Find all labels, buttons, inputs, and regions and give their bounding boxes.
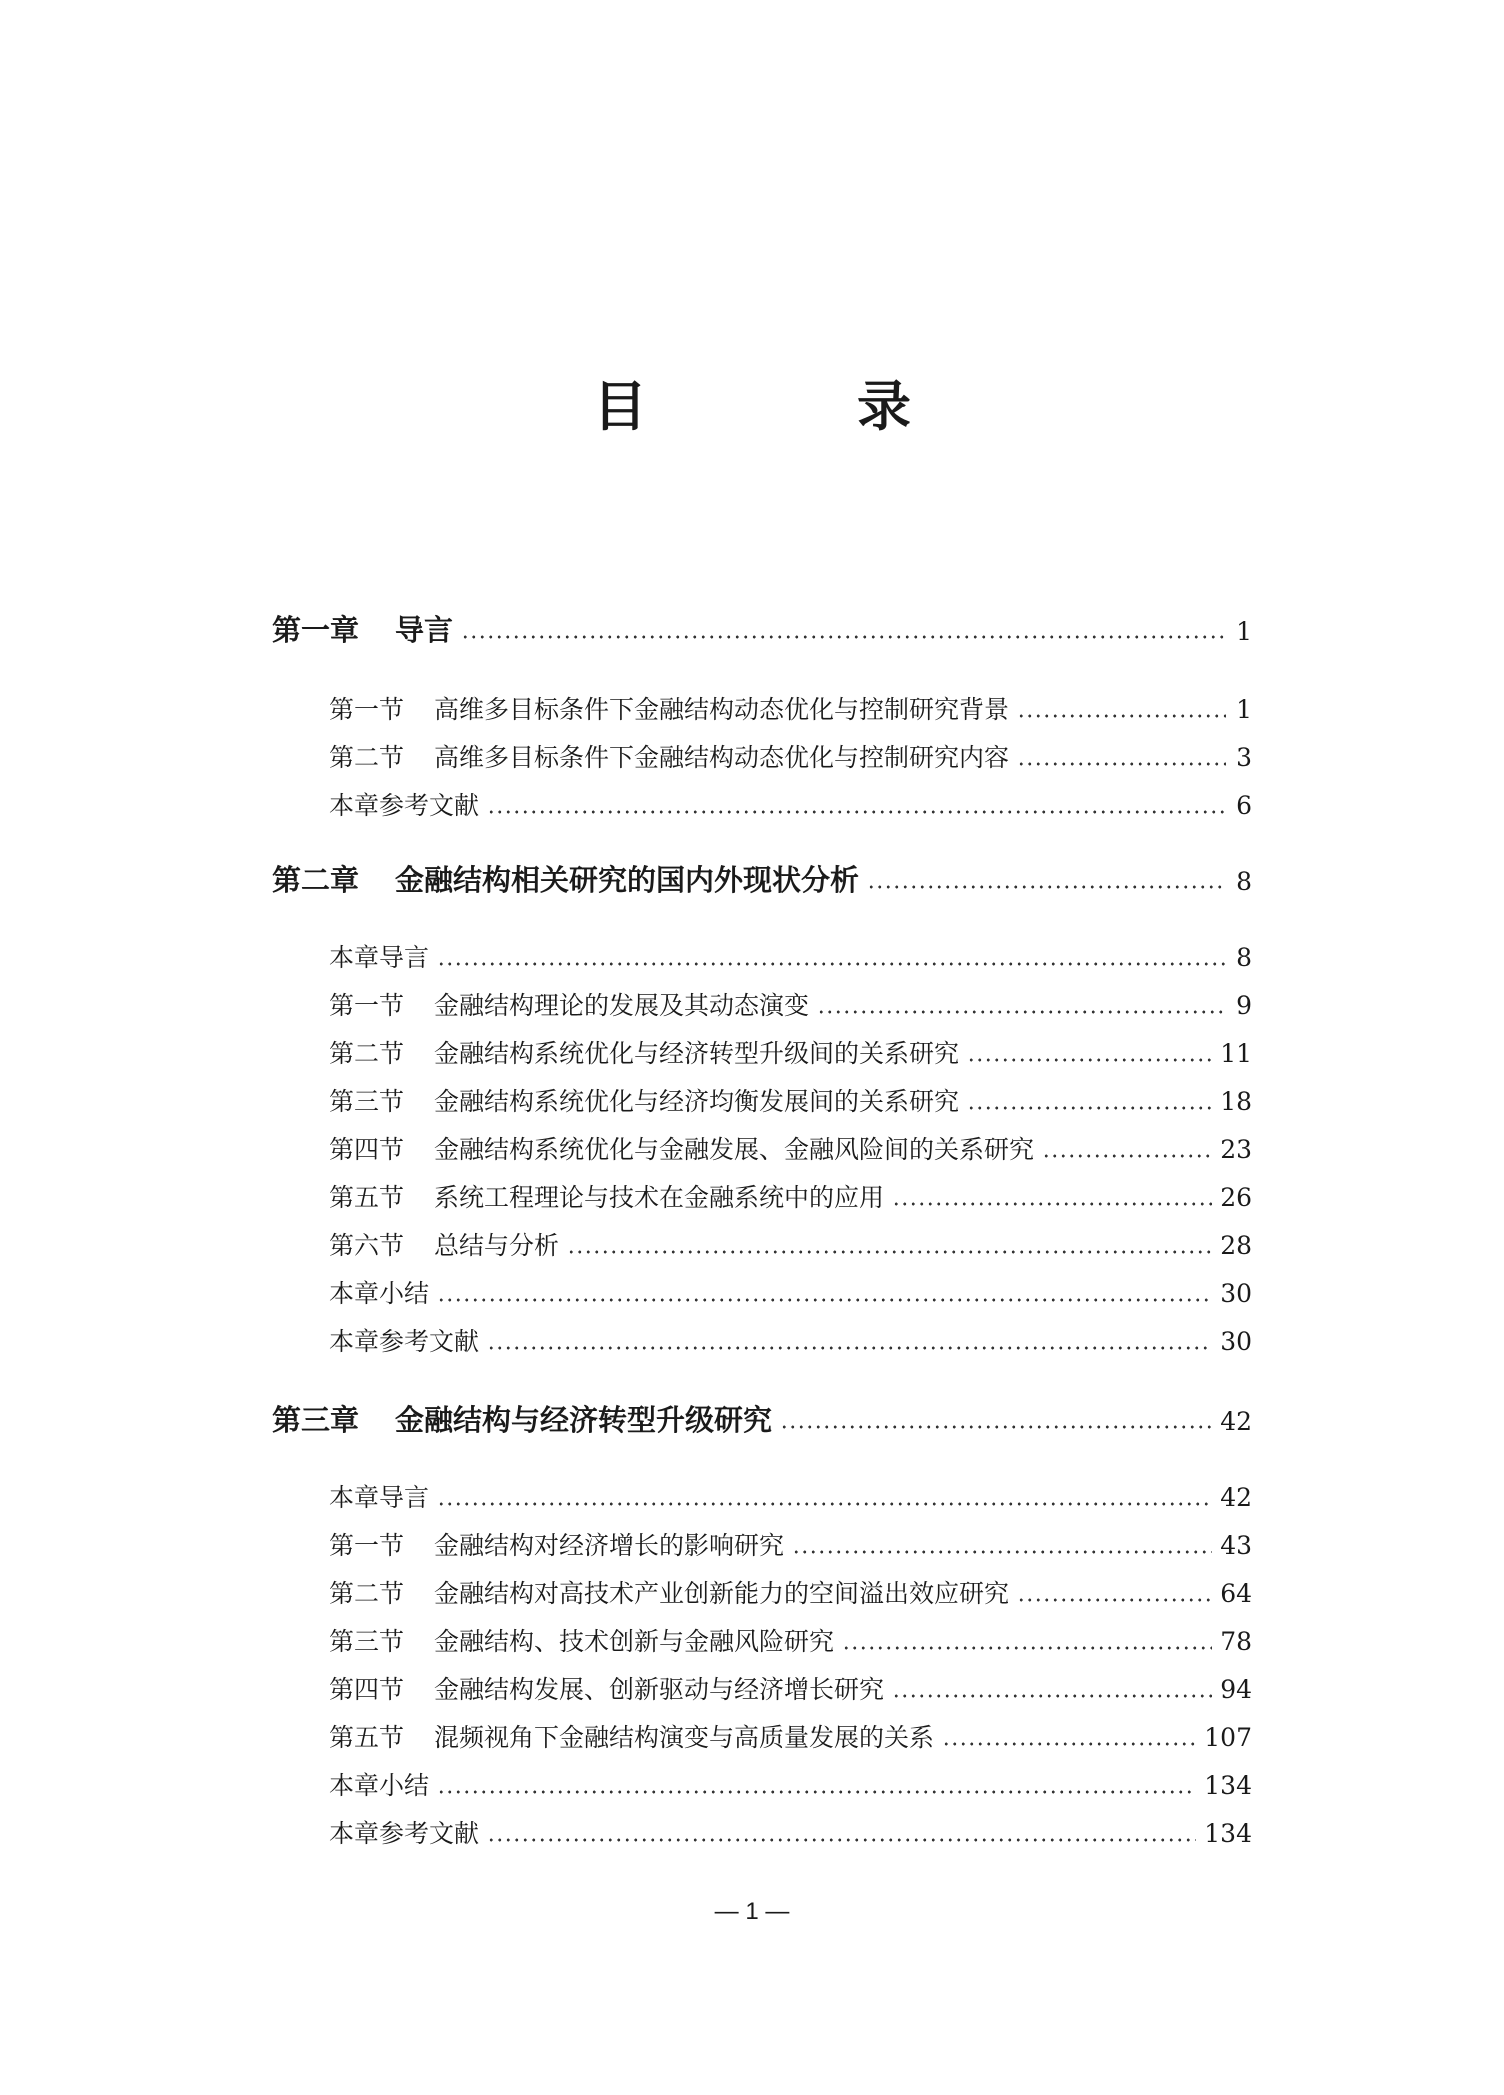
toc-entry-title: 金融结构、技术创新与金融风险研究 [434,1627,835,1656]
toc-section-row[interactable] [329,1714,1252,1762]
dot-leader [1017,762,1226,766]
toc-entry-number: 第三章 [272,1403,360,1437]
dot-leader [437,962,1226,966]
toc-entry-number: 本章导言 [329,1483,430,1512]
toc-entry-number: 第一节 [329,991,405,1020]
toc-entry-number: 本章参考文献 [329,1819,480,1848]
toc-entry-number: 第一章 [272,613,360,647]
toc-entry-number: 第四节 [329,1675,405,1704]
toc-section-row[interactable] [329,734,1252,782]
dot-leader [780,1425,1212,1429]
page-number: — 1 — [714,1898,790,1925]
dot-leader [817,1010,1226,1014]
dot-leader [942,1742,1196,1746]
toc-section-row[interactable] [329,1618,1252,1666]
toc-section-row[interactable] [329,1810,1252,1858]
toc-entry-title: 金融结构相关研究的国内外现状分析 [395,863,860,897]
toc-entry-number: 第一节 [329,1531,405,1560]
toc-entry-number: 本章参考文献 [329,1327,480,1356]
toc-section-row[interactable] [329,1522,1252,1570]
toc-section-row[interactable] [329,1126,1252,1174]
toc-page-number: 6 [1236,791,1252,820]
toc-entry-title: 高维多目标条件下金融结构动态优化与控制研究内容 [434,743,1010,772]
toc-section-row[interactable] [329,1570,1252,1618]
dot-leader [461,635,1226,639]
toc-entry-title: 金融结构系统优化与金融发展、金融风险间的关系研究 [434,1135,1035,1164]
toc-entry-number: 本章小结 [329,1279,430,1308]
toc-page-number: 42 [1220,1483,1252,1512]
toc-entry-title: 金融结构与经济转型升级研究 [395,1403,773,1437]
toc-page-number: 26 [1220,1183,1252,1212]
toc-section-row[interactable] [329,1318,1252,1366]
toc-page-number: 30 [1220,1279,1252,1308]
toc-entry-number: 第二节 [329,1579,405,1608]
dot-leader [437,1298,1212,1302]
toc-section-row[interactable] [329,1222,1252,1270]
toc-entry-title: 高维多目标条件下金融结构动态优化与控制研究背景 [434,695,1010,724]
dot-leader [487,1838,1196,1842]
toc-entry-title: 金融结构发展、创新驱动与经济增长研究 [434,1675,885,1704]
dot-leader [1042,1154,1212,1158]
dot-leader [892,1202,1212,1206]
toc-entry-number: 第三节 [329,1627,405,1656]
toc-entry-number: 第五节 [329,1183,405,1212]
toc-page-number: 30 [1220,1327,1252,1356]
toc-section-row[interactable] [329,1270,1252,1318]
toc-section-row[interactable] [329,686,1252,734]
dot-leader [967,1058,1212,1062]
toc-entry-number: 第六节 [329,1231,405,1260]
dot-leader [967,1106,1212,1110]
toc-page-number: 18 [1220,1087,1252,1116]
dot-leader [842,1646,1212,1650]
toc-section-row[interactable] [329,1174,1252,1222]
page-title: 目 录 [593,375,989,438]
toc-page-number: 3 [1236,743,1252,772]
toc-page-number: 134 [1204,1819,1252,1848]
toc-entry-number: 第三节 [329,1087,405,1116]
dot-leader [867,885,1226,889]
toc-chapter-row[interactable] [272,856,1252,904]
toc-section-row[interactable] [329,1666,1252,1714]
toc-chapter-row[interactable] [272,606,1252,654]
toc-page-number: 107 [1204,1723,1252,1752]
toc-section-row[interactable] [329,1078,1252,1126]
toc-chapter-row[interactable] [272,1396,1252,1444]
toc-section-row[interactable] [329,982,1252,1030]
toc-entry-number: 第二节 [329,1039,405,1068]
toc-page-number: 1 [1236,695,1252,724]
toc-entry-number: 本章小结 [329,1771,430,1800]
toc-page-number: 11 [1220,1039,1252,1068]
toc-entry-number: 本章参考文献 [329,791,480,820]
dot-leader [567,1250,1212,1254]
toc-page-number: 8 [1236,943,1252,972]
toc-page-number: 9 [1236,991,1252,1020]
toc-entry-title: 总结与分析 [434,1231,560,1260]
toc-entry-number: 第一节 [329,695,405,724]
toc-entry-title: 金融结构对高技术产业创新能力的空间溢出效应研究 [434,1579,1010,1608]
toc-page-number: 1 [1236,617,1252,646]
dot-leader [1017,1598,1212,1602]
toc-section-row[interactable] [329,1474,1252,1522]
toc-page-number: 43 [1220,1531,1252,1560]
dot-leader [892,1694,1212,1698]
toc-page-number: 64 [1220,1579,1252,1608]
toc-section-row[interactable] [329,782,1252,830]
toc-page-number: 94 [1220,1675,1252,1704]
toc-entry-title: 金融结构对经济增长的影响研究 [434,1531,785,1560]
toc-section-row[interactable] [329,934,1252,982]
dot-leader [1017,714,1226,718]
toc-entry-title: 金融结构系统优化与经济均衡发展间的关系研究 [434,1087,960,1116]
dot-leader [792,1550,1212,1554]
toc-page-number: 28 [1220,1231,1252,1260]
dot-leader [487,810,1226,814]
toc-entry-number: 本章导言 [329,943,430,972]
toc-section-row[interactable] [329,1762,1252,1810]
toc-entry-title: 导言 [395,613,454,647]
toc-section-row[interactable] [329,1030,1252,1078]
dot-leader [487,1346,1212,1350]
toc-entry-title: 混频视角下金融结构演变与高质量发展的关系 [434,1723,935,1752]
toc-page-number: 42 [1220,1407,1252,1436]
toc-page-number: 8 [1236,867,1252,896]
toc-entry-title: 金融结构理论的发展及其动态演变 [434,991,810,1020]
dot-leader [437,1502,1212,1506]
toc-entry-title: 金融结构系统优化与经济转型升级间的关系研究 [434,1039,960,1068]
toc-entry-number: 第四节 [329,1135,405,1164]
toc-page-number: 78 [1220,1627,1252,1656]
toc-entry-number: 第二章 [272,863,360,897]
toc-entry-number: 第二节 [329,743,405,772]
toc-page-number: 23 [1220,1135,1252,1164]
toc-entry-title: 系统工程理论与技术在金融系统中的应用 [434,1183,885,1212]
toc-page-number: 134 [1204,1771,1252,1800]
toc-entry-number: 第五节 [329,1723,405,1752]
dot-leader [437,1790,1196,1794]
